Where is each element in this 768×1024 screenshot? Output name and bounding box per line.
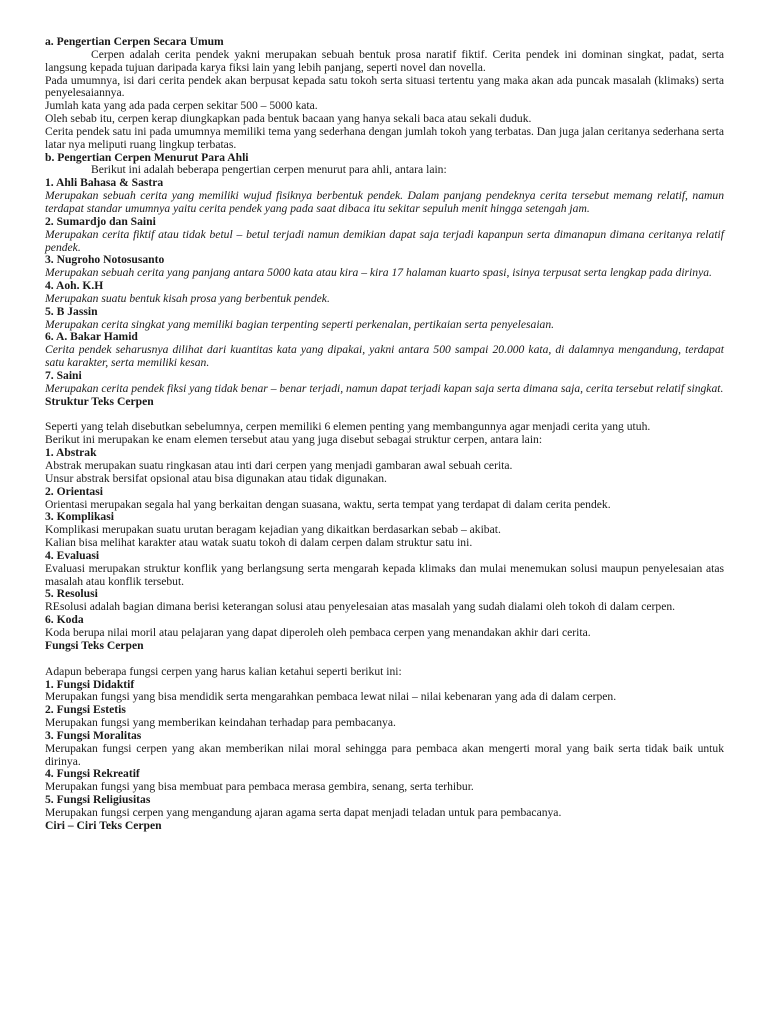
paragraph: Berikut ini merupakan ke enam elemen tersebut atau yang juga disebut sebagai struktur cerpen, antara lain: xyxy=(45,433,543,447)
structure-text: Komplikasi merupakan suatu urutan beragam kejadian yang dikaitkan berdasarkan sebab – akibat. xyxy=(45,523,501,537)
function-title: 2. Fungsi Estetis xyxy=(45,703,126,717)
expert-title: 7. Saini xyxy=(45,368,82,382)
paragraph: Pada umumnya, isi dari cerita pendek akan berpusat kepada satu tokoh serta situasi tertentu yang maka akan ada puncak masalah (klimaks) serta penyelesaiannya. xyxy=(45,73,724,100)
section-heading: Ciri – Ciri Teks Cerpen xyxy=(45,818,162,832)
section-heading: a. Pengertian Cerpen Secara Umum xyxy=(45,35,224,48)
expert-title: 5. B Jassin xyxy=(45,304,98,318)
function-text: Merupakan fungsi yang bisa membuat para pembaca merasa gembira, senang, serta terhibur. xyxy=(45,780,474,794)
expert-definition: Merupakan cerita fiktif atau tidak betul – betul terjadi namun demikian dapat saja terjadi kapanpun serta dimanapun dimana ceritanya relatif pendek. xyxy=(45,227,724,254)
structure-title: 1. Abstrak xyxy=(45,446,97,460)
structure-text: Evaluasi merupakan struktur konflik yang berlangsung serta mengarah kepada klimaks dan mulai menemukan solusi maupun penyelesaian atas masalah atau konflik tersebut. xyxy=(45,561,724,588)
paragraph: Cerpen adalah cerita pendek yakni merupakan sebuah bentuk prosa naratif fiktif. Cerita pendek ini dominan singkat, padat, serta langsung kepada tujuan daripada karya fiksi lain yang lebih panjang, seperti novel dan novella. xyxy=(45,47,724,74)
expert-definition: Merupakan sebuah cerita yang panjang antara 5000 kata atau kira – kira 17 halaman kuarto spasi, isinya terpusat serta lengkap pada dirinya. xyxy=(45,266,712,280)
expert-definition: Merupakan cerita singkat yang memiliki bagian terpenting seperti perkenalan, pertikaian serta penyelesaian. xyxy=(45,317,555,331)
function-title: 1. Fungsi Didaktif xyxy=(45,677,135,691)
structure-title: 6. Koda xyxy=(45,613,84,627)
expert-definition: Merupakan cerita pendek fiksi yang tidak benar – benar terjadi, namun dapat terjadi kapan saja serta dimana saja, cerita tersebut relatif singkat. xyxy=(45,381,724,395)
structure-text: Unsur abstrak bersifat opsional atau bisa digunakan atau tidak digunakan. xyxy=(45,471,387,485)
function-text: Merupakan fungsi yang bisa mendidik serta mengarahkan pembaca lewat nilai – nilai kebenaran yang ada di dalam cerpen. xyxy=(45,690,617,704)
function-title: 5. Fungsi Religiusitas xyxy=(45,793,151,807)
function-title: 4. Fungsi Rekreatif xyxy=(45,767,140,781)
paragraph: Oleh sebab itu, cerpen kerap diungkapkan pada bentuk bacaan yang hanya sekali baca atau sekali duduk. xyxy=(45,112,532,126)
function-text: Merupakan fungsi cerpen yang mengandung ajaran agama serta dapat menjadi teladan untuk para pembacanya. xyxy=(45,805,562,819)
structure-title: 5. Resolusi xyxy=(45,587,98,601)
expert-title: 1. Ahli Bahasa & Sastra xyxy=(45,176,164,190)
structure-text: Abstrak merupakan suatu ringkasan atau inti dari cerpen yang menjadi gambaran awal sebuah cerita. xyxy=(45,459,513,472)
expert-title: 4. Aoh. K.H xyxy=(45,279,104,293)
section-heading: b. Pengertian Cerpen Menurut Para Ahli xyxy=(45,150,249,164)
structure-title: 2. Orientasi xyxy=(45,484,103,498)
structure-text: Orientasi merupakan segala hal yang berkaitan dengan suasana, waktu, serta tempat yang terdapat di dalam cerita pendek. xyxy=(45,497,611,511)
paragraph: Adapun beberapa fungsi cerpen yang harus kalian ketahui seperti berikut ini: xyxy=(45,664,402,678)
structure-text: REsolusi adalah bagian dimana berisi keterangan solusi atau penyelesaian atas masalah yang sudah dialami oleh tokoh di dalam cerpen. xyxy=(45,600,676,614)
paragraph: Jumlah kata yang ada pada cerpen sekitar 500 – 5000 kata. xyxy=(45,99,318,113)
expert-title: 2. Sumardjo dan Saini xyxy=(45,214,156,228)
expert-definition: Merupakan sebuah cerita yang memiliki wujud fisiknya berbentuk pendek. Dalam panjang pendeknya cerita tersebut memang relatif, namun terdapat standar umumnya yaitu cerita pendek yang pada saat dibaca itu sekitar sepuluh menit hingga setengah jam. xyxy=(45,189,724,215)
section-heading: Fungsi Teks Cerpen xyxy=(45,638,144,652)
paragraph: Cerita pendek satu ini pada umumnya memiliki tema yang sederhana dengan jumlah tokoh yang terbatas. Dan juga jalan ceritanya sederhana serta latar nya meliputi ruang lingkup terbatas. xyxy=(45,124,724,151)
structure-title: 4. Evaluasi xyxy=(45,548,100,562)
function-title: 3. Fungsi Moralitas xyxy=(45,728,142,742)
expert-definition: Merupakan suatu bentuk kisah prosa yang berbentuk pendek. xyxy=(45,291,330,305)
expert-title: 6. A. Bakar Hamid xyxy=(45,330,138,344)
blank-line xyxy=(45,653,724,666)
expert-definition: Cerita pendek seharusnya dilihat dari kuantitas kata yang dipakai, yakni antara 500 sampai 20.000 kata, di dalamnya mengandung, terdapat satu karakter, serta memiliki kesan. xyxy=(45,343,724,370)
function-text: Merupakan fungsi cerpen yang akan memberikan nilai moral sehingga para pembaca akan mengerti moral yang baik serta tidak baik untuk dirinya. xyxy=(45,741,724,768)
expert-title: 3. Nugroho Notosusanto xyxy=(45,253,165,267)
structure-text: Koda berupa nilai moril atau pelajaran yang dapat diperoleh oleh pembaca cerpen yang menandakan akhir dari cerita. xyxy=(45,625,591,639)
structure-title: 3. Komplikasi xyxy=(45,510,114,524)
section-heading: Struktur Teks Cerpen xyxy=(45,394,154,408)
paragraph: Berikut ini adalah beberapa pengertian cerpen menurut para ahli, antara lain: xyxy=(91,163,447,177)
paragraph: Seperti yang telah disebutkan sebelumnya, cerpen memiliki 6 elemen penting yang membangunnya agar menjadi cerita yang utuh. xyxy=(45,420,651,434)
structure-text: Kalian bisa melihat karakter atau watak suatu tokoh di dalam cerpen dalam struktur satu ini. xyxy=(45,536,473,550)
function-text: Merupakan fungsi yang memberikan keindahan terhadap para pembacanya. xyxy=(45,716,396,730)
